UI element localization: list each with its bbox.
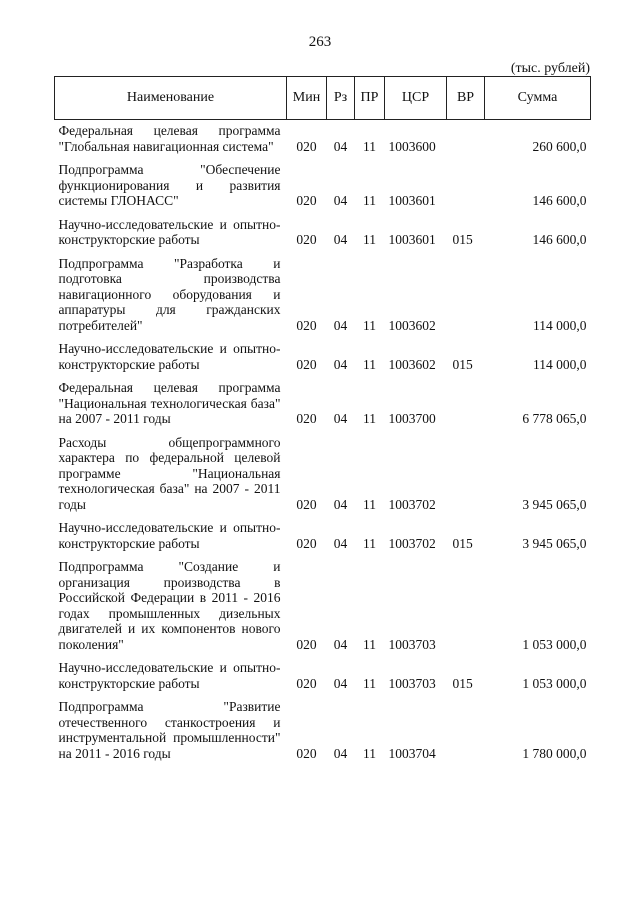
row-csr: 1003601 (388, 232, 436, 247)
header-min: Мин (287, 77, 327, 120)
row-pr: 11 (363, 745, 376, 761)
row-rz: 04 (333, 193, 348, 208)
row-rz: 04 (333, 675, 348, 691)
row-sum: 1 053 000,0 (522, 636, 587, 652)
row-name: Подпрограмма "Развитие отечественного станкостроения и инструментальной промышленности" на 2011 - 2016 годы (58, 699, 281, 761)
row-min: 020 (296, 636, 317, 652)
row-name: Федеральная целевая программа "Глобальная навигационная система" (58, 123, 281, 154)
row-csr: 1003704 (388, 745, 436, 761)
row-rz: 04 (333, 535, 348, 551)
row-vr (447, 120, 485, 160)
header-sum: Сумма (485, 77, 591, 120)
row-vr: 015 (452, 232, 473, 247)
row-csr: 1003602 (388, 356, 436, 372)
row-rz: 04 (333, 496, 348, 512)
row-name: Подпрограмма "Разработка и подготовка производства навигационного оборудования и аппаратуры для гражданских потребителей" (58, 255, 281, 333)
budget-table (54, 76, 591, 766)
row-rz: 04 (333, 232, 348, 247)
row-name: Расходы общепрограммного характера по федеральной целевой программе "Национальная технологическая база" на 2007 - 2011 годы (58, 434, 281, 512)
row-pr: 11 (363, 411, 376, 426)
row-name: Подпрограмма "Обеспечение функционирования и развития системы ГЛОНАСС" (58, 162, 281, 208)
row-sum: 1 780 000,0 (522, 745, 587, 761)
row-rz: 04 (333, 356, 348, 372)
row-vr: 015 (452, 356, 473, 372)
row-rz: 04 (333, 411, 348, 426)
row-csr: 1003600 (388, 138, 436, 154)
table-body (55, 120, 591, 767)
row-min: 020 (296, 232, 317, 247)
table-row (55, 517, 591, 556)
row-min: 020 (296, 356, 317, 372)
row-pr: 11 (363, 496, 376, 512)
row-sum: 260 600,0 (532, 138, 587, 154)
row-sum: 3 945 065,0 (522, 535, 587, 551)
row-name: Федеральная целевая программа "Национальная технологическая база" на 2007 - 2011 годы (58, 380, 281, 426)
row-min: 020 (296, 745, 317, 761)
row-csr: 1003702 (388, 535, 436, 551)
row-vr: 015 (452, 675, 473, 691)
row-min: 020 (296, 535, 317, 551)
row-vr (447, 377, 485, 432)
row-pr: 11 (363, 317, 376, 333)
row-pr: 11 (363, 535, 376, 551)
row-vr: 015 (452, 535, 473, 551)
table-row (55, 338, 591, 377)
table-row (55, 657, 591, 696)
table-row (55, 214, 591, 253)
row-sum: 1 053 000,0 (522, 675, 587, 691)
row-min: 020 (296, 193, 317, 208)
row-name: Подпрограмма "Создание и организация производства в Российской Федерации в 2011 - 2016 годах промышленных дизельных двигателей и их компонентов нового поколения" (58, 559, 281, 652)
row-pr: 11 (363, 193, 376, 208)
table-row (55, 377, 591, 432)
row-csr: 1003602 (388, 317, 436, 333)
table-header (55, 77, 591, 120)
row-pr: 11 (363, 138, 376, 154)
header-name: Наименование (55, 77, 287, 120)
row-min: 020 (296, 317, 317, 333)
row-rz: 04 (333, 636, 348, 652)
row-min: 020 (296, 675, 317, 691)
row-pr: 11 (363, 636, 376, 652)
header-csr: ЦСР (385, 77, 447, 120)
table-row (55, 253, 591, 339)
table-row (55, 432, 591, 518)
row-csr: 1003702 (388, 496, 436, 512)
row-csr: 1003703 (388, 636, 436, 652)
row-sum: 114 000,0 (533, 356, 587, 372)
row-name: Научно-исследовательские и опытно-конструкторские работы (58, 341, 281, 372)
table-row (55, 556, 591, 657)
page-number: 263 (308, 34, 332, 50)
row-csr: 1003601 (388, 193, 436, 208)
row-csr: 1003700 (388, 411, 436, 426)
units-note: (тыс. рублей) (510, 61, 590, 76)
row-sum: 6 778 065,0 (522, 411, 587, 426)
row-sum: 146 600,0 (532, 193, 587, 208)
row-rz: 04 (333, 138, 348, 154)
row-rz: 04 (333, 317, 348, 333)
header-rz: Рз (327, 77, 355, 120)
row-csr: 1003703 (388, 675, 436, 691)
row-sum: 114 000,0 (533, 317, 587, 333)
row-vr (447, 696, 485, 766)
row-sum: 146 600,0 (532, 232, 587, 247)
row-vr (447, 159, 485, 214)
row-pr: 11 (363, 232, 376, 247)
row-pr: 11 (363, 356, 376, 372)
row-sum: 3 945 065,0 (522, 496, 587, 512)
row-rz: 04 (333, 745, 348, 761)
row-vr (447, 556, 485, 657)
row-min: 020 (296, 496, 317, 512)
row-name: Научно-исследовательские и опытно-конструкторские работы (58, 520, 281, 551)
table-row (55, 120, 591, 160)
row-name: Научно-исследовательские и опытно-конструкторские работы (58, 216, 281, 247)
row-vr (447, 432, 485, 518)
row-pr: 11 (363, 675, 376, 691)
header-vr: ВР (447, 77, 485, 120)
row-min: 020 (296, 138, 317, 154)
table-row (55, 696, 591, 766)
row-vr (447, 253, 485, 339)
row-name: Научно-исследовательские и опытно-конструкторские работы (58, 660, 281, 691)
header-row (55, 77, 591, 120)
row-min: 020 (296, 411, 317, 426)
table-row (55, 159, 591, 214)
header-pr: ПР (355, 77, 385, 120)
